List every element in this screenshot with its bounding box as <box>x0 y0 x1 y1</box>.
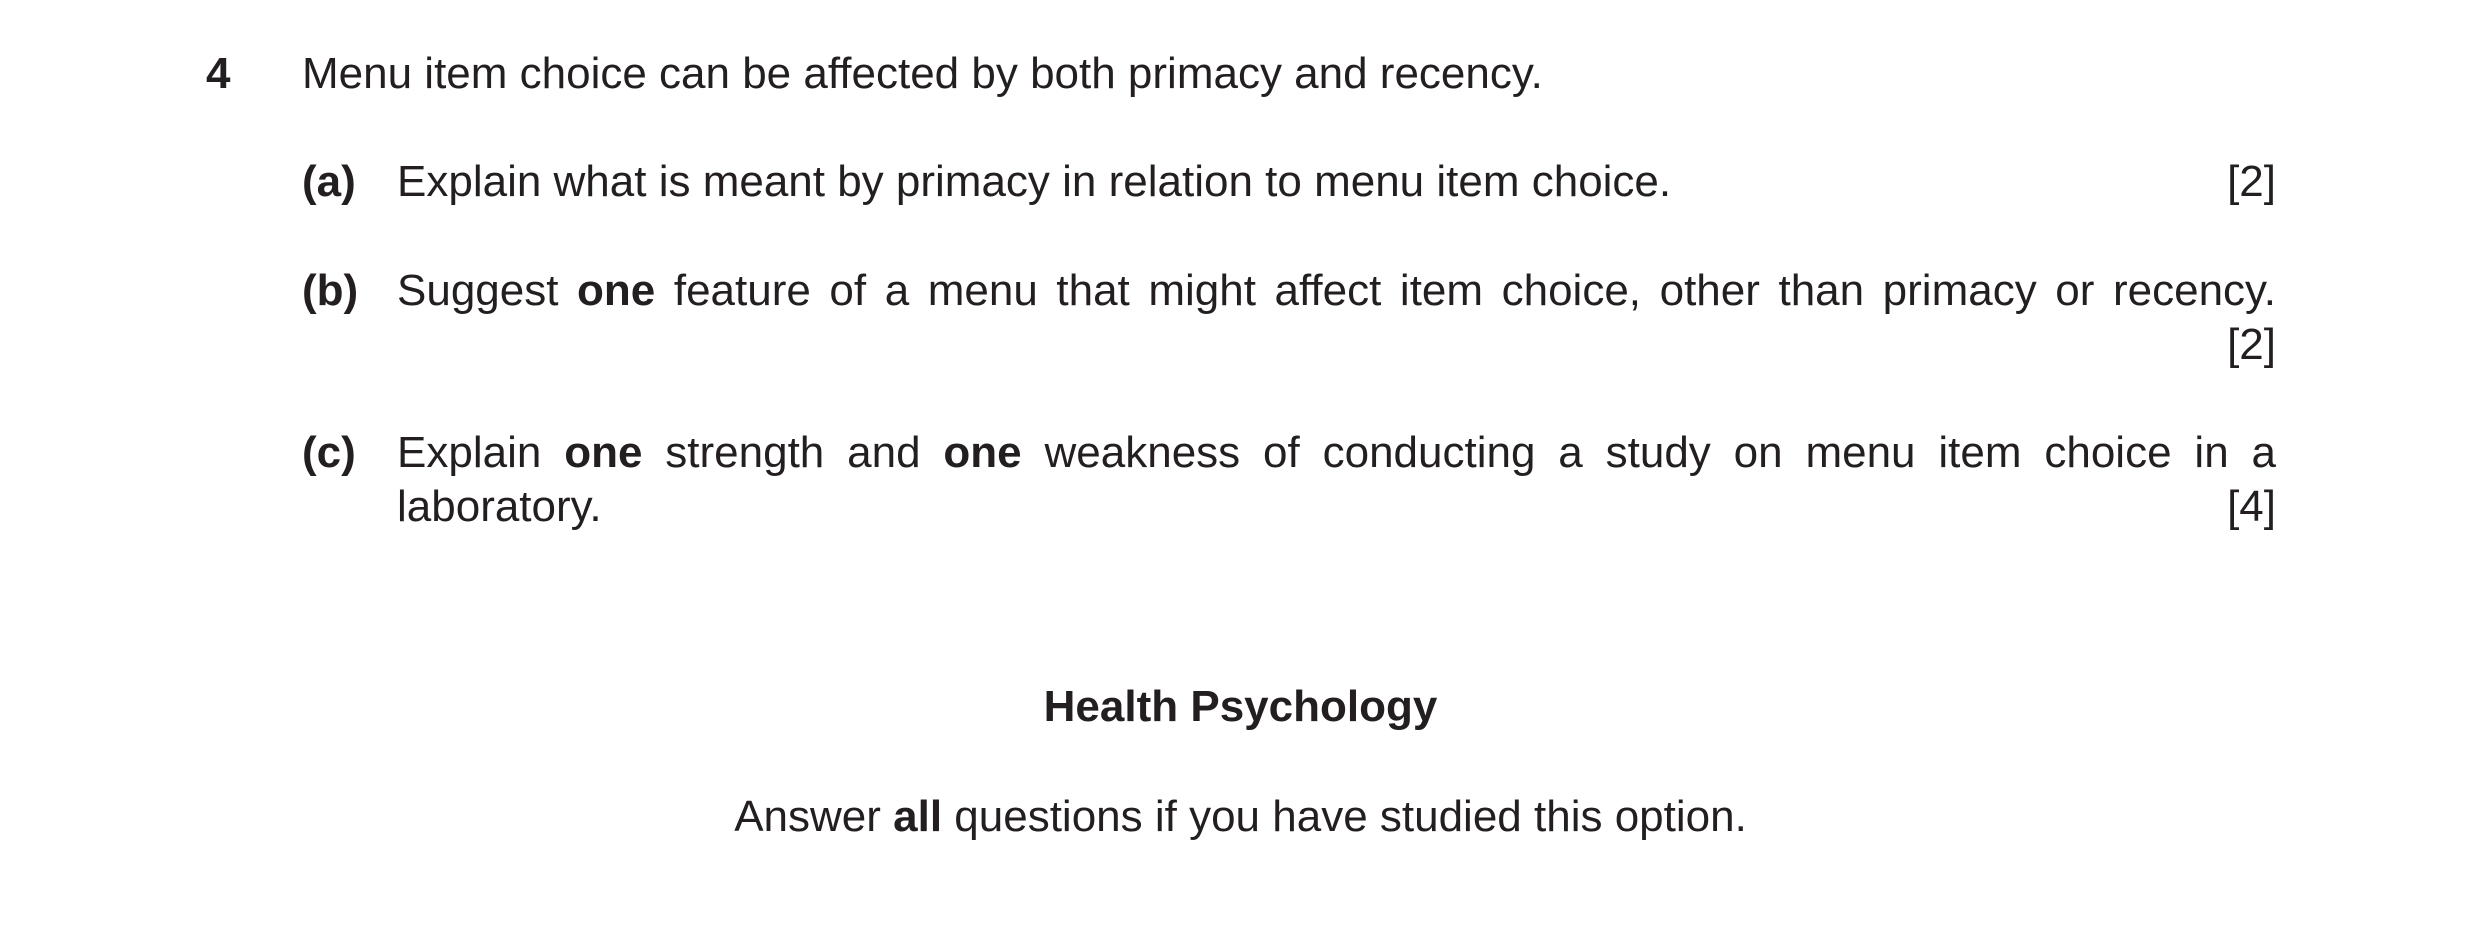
part-c-text-3: weakness of conducting a study on menu item choice in a <box>1021 428 2276 477</box>
part-a-question: Explain what is meant by primacy in relation to menu item choice. <box>397 157 1672 206</box>
part-c-label: (c) <box>302 428 356 477</box>
part-c-emphasis-1: one <box>564 428 643 477</box>
instruction-text-before: Answer <box>734 792 894 841</box>
part-a-label: (a) <box>302 157 356 206</box>
part-b-text-after: feature of a menu that might affect item choice, other than primacy or recency. <box>655 266 2277 315</box>
section-instruction <box>0 790 2481 844</box>
part-c-text <box>397 426 2276 534</box>
part-b-label: (b) <box>302 266 359 315</box>
part-c-marks: [4] <box>2227 482 2276 531</box>
part-b-question <box>397 264 2276 318</box>
part-c-line-1 <box>397 426 2276 480</box>
part-b-marks: [2] <box>2227 320 2276 369</box>
question-number: 4 <box>206 49 231 98</box>
part-b-emphasis: one <box>577 266 656 315</box>
part-c-emphasis-2: one <box>943 428 1022 477</box>
question-stem: Menu item choice can be affected by both primacy and recency. <box>302 49 1543 98</box>
part-c-line-2: laboratory. <box>397 482 602 531</box>
section-title: Health Psychology <box>1043 682 1438 731</box>
instruction-emphasis: all <box>893 792 943 841</box>
part-b-text-before: Suggest <box>397 266 578 315</box>
part-a-marks: [2] <box>2227 157 2276 206</box>
part-a-text <box>397 155 2276 209</box>
part-b-text <box>397 264 2276 318</box>
part-c-text-1: Explain <box>397 428 565 477</box>
instruction-text-after: questions if you have studied this option. <box>942 792 1747 841</box>
part-c-text-2: strength and <box>642 428 944 477</box>
